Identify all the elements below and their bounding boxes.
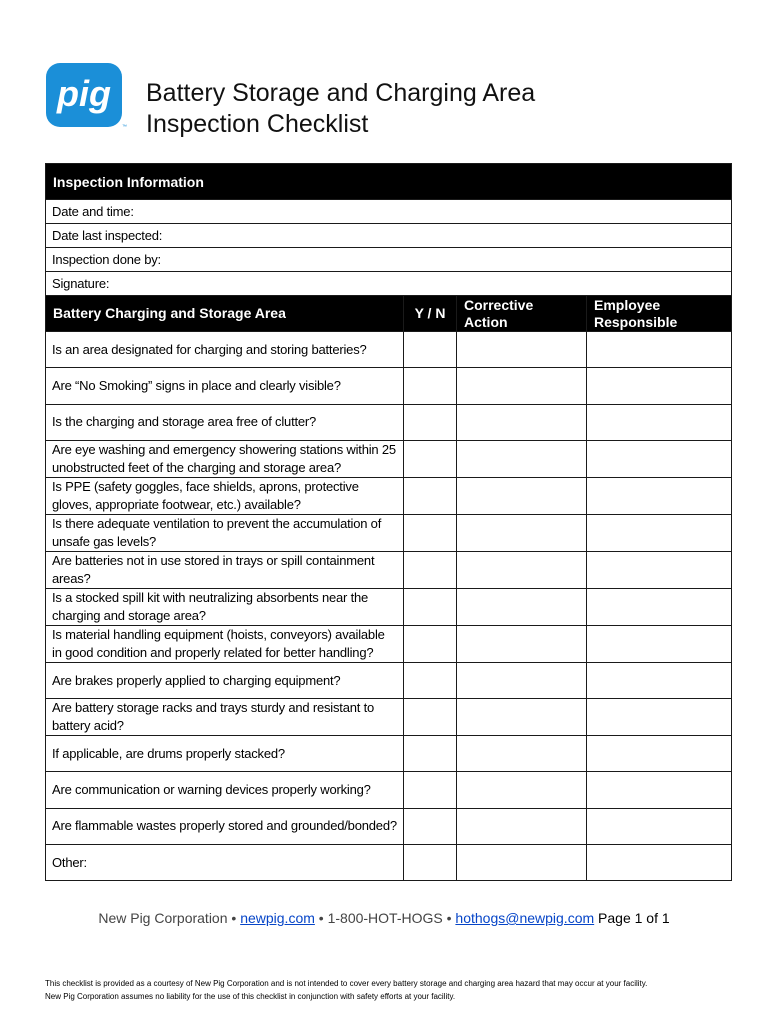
corrective-action-cell[interactable] — [457, 551, 587, 588]
corrective-action-cell[interactable] — [457, 332, 587, 368]
question-row — [46, 368, 732, 404]
footer-phone: 1-800-HOT-HOGS — [327, 910, 443, 926]
question-text: Is a stocked spill kit with neutralizing absorbents near the charging and storage area? — [46, 588, 404, 625]
checklist-table — [45, 163, 732, 881]
info-last-inspected-field[interactable]: Date last inspected: — [46, 224, 732, 248]
question-row — [46, 845, 732, 881]
col-header-employee-line2: Responsible — [594, 313, 678, 330]
question-row — [46, 808, 732, 844]
col-header-yn: Y / N — [404, 296, 457, 332]
info-date-time-field[interactable]: Date and time: — [46, 200, 732, 224]
yn-cell[interactable] — [404, 551, 457, 588]
question-text: Is PPE (safety goggles, face shields, aprons, protective gloves, appropriate footwear, etc.) available? — [46, 477, 404, 514]
corrective-action-cell[interactable] — [457, 514, 587, 551]
info-row-inspected-by — [46, 248, 732, 272]
corrective-action-cell[interactable] — [457, 368, 587, 404]
question-text: Are communication or warning devices properly working? — [46, 772, 404, 808]
question-row — [46, 625, 732, 662]
employee-responsible-cell[interactable] — [587, 477, 732, 514]
question-row — [46, 772, 732, 808]
employee-responsible-cell[interactable] — [587, 772, 732, 808]
disclaimer — [45, 977, 647, 1003]
corrective-action-cell[interactable] — [457, 625, 587, 662]
corrective-action-cell[interactable] — [457, 588, 587, 625]
question-text: Is an area designated for charging and storing batteries? — [46, 332, 404, 368]
question-text: Are eye washing and emergency showering stations within 25 unobstructed feet of the charging and storage area? — [46, 440, 404, 477]
employee-responsible-cell[interactable] — [587, 514, 732, 551]
disclaimer-line-2: New Pig Corporation assumes no liability for the use of this checklist in conjunction with safety efforts at your facility. — [45, 992, 456, 1001]
question-text: Are “No Smoking” signs in place and clearly visible? — [46, 368, 404, 404]
disclaimer-line-1: This checklist is provided as a courtesy of New Pig Corporation and is not intended to cover every battery storage and charging area hazard that may occur at your facility. — [45, 979, 648, 988]
question-row — [46, 404, 732, 440]
corrective-action-cell[interactable] — [457, 404, 587, 440]
col-header-employee — [587, 296, 732, 332]
question-text: Are flammable wastes properly stored and grounded/bonded? — [46, 808, 404, 844]
title-line-1: Battery Storage and Charging Area — [146, 79, 536, 107]
info-inspected-by-field[interactable]: Inspection done by: — [46, 248, 732, 272]
page-title — [146, 78, 535, 140]
employee-responsible-cell[interactable] — [587, 662, 732, 698]
question-text: Are battery storage racks and trays sturdy and resistant to battery acid? — [46, 699, 404, 736]
logo-text: pig — [57, 73, 111, 114]
question-row — [46, 514, 732, 551]
svg-text:™: ™ — [122, 124, 127, 130]
corrective-action-cell[interactable] — [457, 772, 587, 808]
yn-cell[interactable] — [404, 845, 457, 881]
corrective-action-cell[interactable] — [457, 845, 587, 881]
info-row-last-inspected — [46, 224, 732, 248]
question-row — [46, 736, 732, 772]
employee-responsible-cell[interactable] — [587, 808, 732, 844]
question-row — [46, 440, 732, 477]
yn-cell[interactable] — [404, 404, 457, 440]
question-text: Are batteries not in use stored in trays or spill containment areas? — [46, 551, 404, 588]
employee-responsible-cell[interactable] — [587, 845, 732, 881]
employee-responsible-cell[interactable] — [587, 625, 732, 662]
corrective-action-cell[interactable] — [457, 662, 587, 698]
question-row — [46, 551, 732, 588]
employee-responsible-cell[interactable] — [587, 699, 732, 736]
corrective-action-cell[interactable] — [457, 477, 587, 514]
employee-responsible-cell[interactable] — [587, 551, 732, 588]
employee-responsible-cell[interactable] — [587, 368, 732, 404]
col-header-corrective-line1: Corrective — [464, 296, 534, 313]
pig-logo — [45, 62, 125, 128]
employee-responsible-cell[interactable] — [587, 404, 732, 440]
yn-cell[interactable] — [404, 368, 457, 404]
corrective-action-cell[interactable] — [457, 736, 587, 772]
yn-cell[interactable] — [404, 772, 457, 808]
col-header-employee-line1: Employee — [594, 296, 661, 313]
employee-responsible-cell[interactable] — [587, 736, 732, 772]
corrective-action-cell[interactable] — [457, 440, 587, 477]
yn-cell[interactable] — [404, 440, 457, 477]
corrective-action-cell[interactable] — [457, 699, 587, 736]
info-row-date-time — [46, 200, 732, 224]
footer-separator: • — [231, 910, 237, 926]
info-row-signature — [46, 272, 732, 296]
yn-cell[interactable] — [404, 588, 457, 625]
question-text: Is there adequate ventilation to prevent the accumulation of unsafe gas levels? — [46, 514, 404, 551]
info-signature-field[interactable]: Signature: — [46, 272, 732, 296]
yn-cell[interactable] — [404, 736, 457, 772]
question-text: Is material handling equipment (hoists, conveyors) available in good condition and properly related for better handling? — [46, 625, 404, 662]
footer-separator: • — [318, 910, 324, 926]
yn-cell[interactable] — [404, 699, 457, 736]
question-row — [46, 662, 732, 698]
question-text: Are brakes properly applied to charging equipment? — [46, 662, 404, 698]
col-header-corrective-line2: Action — [464, 313, 508, 330]
question-text: Is the charging and storage area free of clutter? — [46, 404, 404, 440]
section-header-row — [46, 296, 732, 332]
corrective-action-cell[interactable] — [457, 808, 587, 844]
yn-cell[interactable] — [404, 514, 457, 551]
page-footer — [0, 910, 768, 926]
question-text: If applicable, are drums properly stacked? — [46, 736, 404, 772]
employee-responsible-cell[interactable] — [587, 332, 732, 368]
question-row — [46, 699, 732, 736]
yn-cell[interactable] — [404, 625, 457, 662]
yn-cell[interactable] — [404, 808, 457, 844]
footer-company: New Pig Corporation — [98, 910, 228, 926]
col-header-area: Battery Charging and Storage Area — [46, 296, 404, 332]
col-header-corrective — [457, 296, 587, 332]
inspection-info-header: Inspection Information — [46, 164, 732, 200]
yn-cell[interactable] — [404, 477, 457, 514]
yn-cell[interactable] — [404, 662, 457, 698]
inspection-info-header-row — [46, 164, 732, 200]
question-row — [46, 332, 732, 368]
pig-logo-icon — [45, 62, 125, 128]
question-row — [46, 588, 732, 625]
employee-responsible-cell[interactable] — [587, 440, 732, 477]
title-line-2: Inspection Checklist — [146, 110, 369, 138]
employee-responsible-cell[interactable] — [587, 588, 732, 625]
footer-email-link[interactable]: hothogs@newpig.com — [455, 910, 595, 926]
footer-website-link[interactable]: newpig.com — [240, 910, 315, 926]
footer-separator: • — [446, 910, 452, 926]
yn-cell[interactable] — [404, 332, 457, 368]
question-row — [46, 477, 732, 514]
question-text: Other: — [46, 845, 404, 881]
page-number: Page 1 of 1 — [598, 910, 670, 926]
